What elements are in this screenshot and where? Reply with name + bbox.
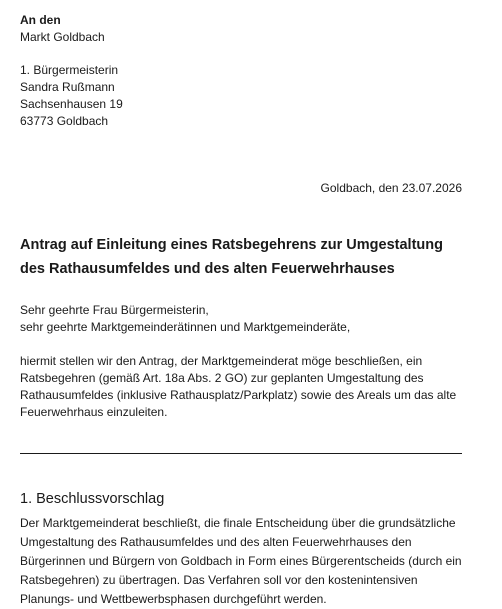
date-line: Goldbach, den 23.07.2026	[320, 181, 462, 195]
salutation-line-2: sehr geehrte Marktgemeinderätinnen und Marktgemeinderäte,	[20, 320, 351, 334]
salutation	[20, 302, 462, 336]
section-divider	[20, 453, 462, 454]
recipient-org: Markt Goldbach	[20, 30, 105, 44]
letter-page	[20, 12, 462, 609]
intro-paragraph: hiermit stellen wir den Antrag, der Marktgemeinderat möge beschließen, ein Ratsbegehren (gemäß Art. 18a Abs. 2 GO) zur geplanten Umgestaltung des Rathausumfeldes (inklusive Rathausplatz/Parkplatz) sowie des Areals um das alte Feuerwehrhaus einzuleiten.	[20, 354, 457, 419]
recipient-street: Sachsenhausen 19	[20, 97, 123, 111]
subject-heading: Antrag auf Einleitung eines Ratsbegehrens zur Umgestaltung des Rathausumfeldes und des alten Feuerwehrhauses	[20, 237, 443, 277]
salutation-line-1: Sehr geehrte Frau Bürgermeisterin,	[20, 303, 209, 317]
recipient-heading: An den	[20, 13, 61, 27]
section-1-body: Der Marktgemeinderat beschließt, die finale Entscheidung über die grundsätzliche Umgestaltung des Rathausumfeldes und des alten Feuerwehrhauses den Bürgerinnen und Bürgern von Goldbach in Form eines Bürgerentscheids (durch ein Ratsbegehren) zu übertragen. Das Verfahren soll vor den kostenintensiven Planungs- und Wettbewerbsphasen durchgeführt werden.	[20, 516, 462, 606]
recipient-name: Sandra Rußmann	[20, 80, 115, 94]
recipient-city: 63773 Goldbach	[20, 114, 109, 128]
recipient-title: 1. Bürgermeisterin	[20, 63, 119, 77]
section-1-heading: 1. Beschlussvorschlag	[20, 491, 165, 507]
recipient-address	[20, 12, 462, 130]
